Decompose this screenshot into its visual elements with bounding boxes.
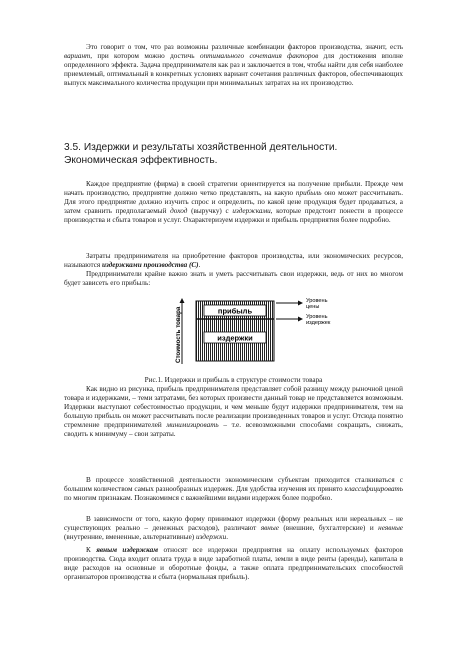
price-level-label-2: цены bbox=[306, 304, 320, 310]
text: по многим признакам. Познакомимся с важнейшими видами издержек более подробно. bbox=[64, 494, 333, 502]
text: , которые предстоит понести в процессе производства и сбыта товаров и услуг. Охарактеризуем издержки и прибыль предприятия более подробно. bbox=[64, 207, 403, 224]
paragraph-costs-definition bbox=[64, 252, 403, 270]
emphasis: классифицировать bbox=[344, 485, 403, 493]
section-heading bbox=[64, 142, 403, 167]
text: Как видно из рисунка, прибыль предпринимателя представляет собой разницу между рыночной ценой товара и издержками, – теми затратами, без которых произвести данный товар не представляется возможным. Издержки выступают себестоимостью продукции, и чем меньше будут издержки предпринимателя, тем на большую прибыль он может рассчитывать после реализации произведенных товаров и услуг. Отсюда понятно стремление предпринимателей bbox=[64, 385, 403, 429]
paragraph-explicit-implicit bbox=[64, 515, 403, 542]
text: оно может рассчитывать. Для этого предприятие должно изучить спрос и определить, по какой цене продукция будет продаваться, а затем сравнить предполагаемый bbox=[64, 189, 403, 215]
price-level-label-1: Уровень bbox=[306, 298, 328, 304]
emphasis: явные bbox=[260, 524, 279, 532]
emphasis: вариант bbox=[64, 52, 91, 60]
emphasis: издержками bbox=[232, 207, 271, 215]
text: – т.е. всевозможными способами сокращать, снижать, сводить к минимуму – свои затраты. bbox=[64, 421, 403, 438]
emphasis: доход bbox=[170, 207, 188, 215]
text: . bbox=[226, 533, 229, 541]
text: Это говорит о том, что раз возможны различные комбинации факторов производства, значит, есть bbox=[86, 43, 403, 51]
text: для достижения вполне определенного эффекта. Задача предпринимателя как раз и заключается в том, чтобы найти для себя наиболее приемлемый, оптимальный в конкретных условиях вариант сочетания различных факторов, обеспечивающих выпуск максимального количества продукции при минимальных затратах на их производство. bbox=[64, 52, 403, 87]
cost-level-arrowhead bbox=[298, 317, 303, 322]
profit-label: прибыль bbox=[217, 306, 253, 316]
cost-level-label-1: Уровень bbox=[306, 314, 328, 320]
paragraph-classification bbox=[64, 476, 403, 503]
section-heading-line1: 3.5. Издержки и результаты хозяйственной деятельности. bbox=[64, 142, 338, 153]
section-heading-line2: Экономическая эффективность. bbox=[64, 154, 218, 166]
text: (выручку) с bbox=[187, 207, 233, 215]
paragraph-profit bbox=[64, 180, 403, 225]
emphasis: неявные bbox=[378, 524, 403, 532]
emphasis: оптимального сочетания факторов bbox=[199, 52, 319, 60]
text: (внутренние, вмененные, альтернативные) bbox=[64, 533, 196, 541]
y-axis-arrow bbox=[180, 298, 185, 303]
text: Каждое предприятие (фирма) в своей стратегии ориентируется на получение прибыли. Прежде чем начать производство, предприятие должно четко представлять, на какую bbox=[64, 180, 403, 197]
text: , при котором можно достичь bbox=[90, 52, 200, 60]
text: относят все издержки предприятия на оплату используемых факторов производства. Сюда входит оплата труда в виде заработной платы, земли в виде ренты (аренды), капитала в виде расходов на основные и оборотные фонды, а также оплата предпринимательских способностей организаторов производства и сбыта (нормальная прибыль). bbox=[64, 546, 403, 581]
emphasis: прибыль bbox=[295, 189, 322, 197]
text: Затраты предпринимателя на приобретение факторов производства, или экономических ресурсов, называются bbox=[64, 252, 403, 269]
paragraph-figure-explained bbox=[64, 385, 403, 439]
costs-label: издержки bbox=[217, 333, 253, 343]
text: (внешние, бухгалтерские) и bbox=[278, 524, 379, 532]
paragraph-importance: Предприниматели крайне важно знать и уметь рассчитывать свои издержки, ведь от них во многом будет зависеть его прибыль: bbox=[64, 270, 403, 287]
text: В процессе хозяйственной деятельности экономическим субъектам приходится сталкиваться с большим количеством самых разнообразных издержек. Для удобства изучения их принято bbox=[64, 476, 403, 493]
term-production-costs: издержками производства (С) bbox=[102, 261, 199, 269]
cost-level-label-2: издержек bbox=[306, 320, 331, 326]
text: . bbox=[198, 261, 201, 269]
price-level-arrowhead bbox=[298, 301, 303, 306]
cost-profit-diagram bbox=[158, 297, 358, 367]
emphasis: издержки bbox=[195, 533, 227, 541]
paragraph-combinations bbox=[64, 43, 403, 88]
paragraph-explicit-costs bbox=[64, 546, 403, 582]
text: В зависимости от того, какую форму принимают издержки (форму реальных или нереальных – не существующих реально – денежных расходов), различают bbox=[64, 515, 403, 532]
term-explicit-costs: явным издержкам bbox=[96, 546, 159, 554]
text: К bbox=[86, 546, 97, 554]
emphasis: минимизировать bbox=[166, 421, 219, 429]
figure-caption: Рис.1. Издержки и прибыль в структуре стоимости товара bbox=[144, 376, 323, 384]
y-axis-label: Стоимость товара bbox=[175, 306, 182, 363]
